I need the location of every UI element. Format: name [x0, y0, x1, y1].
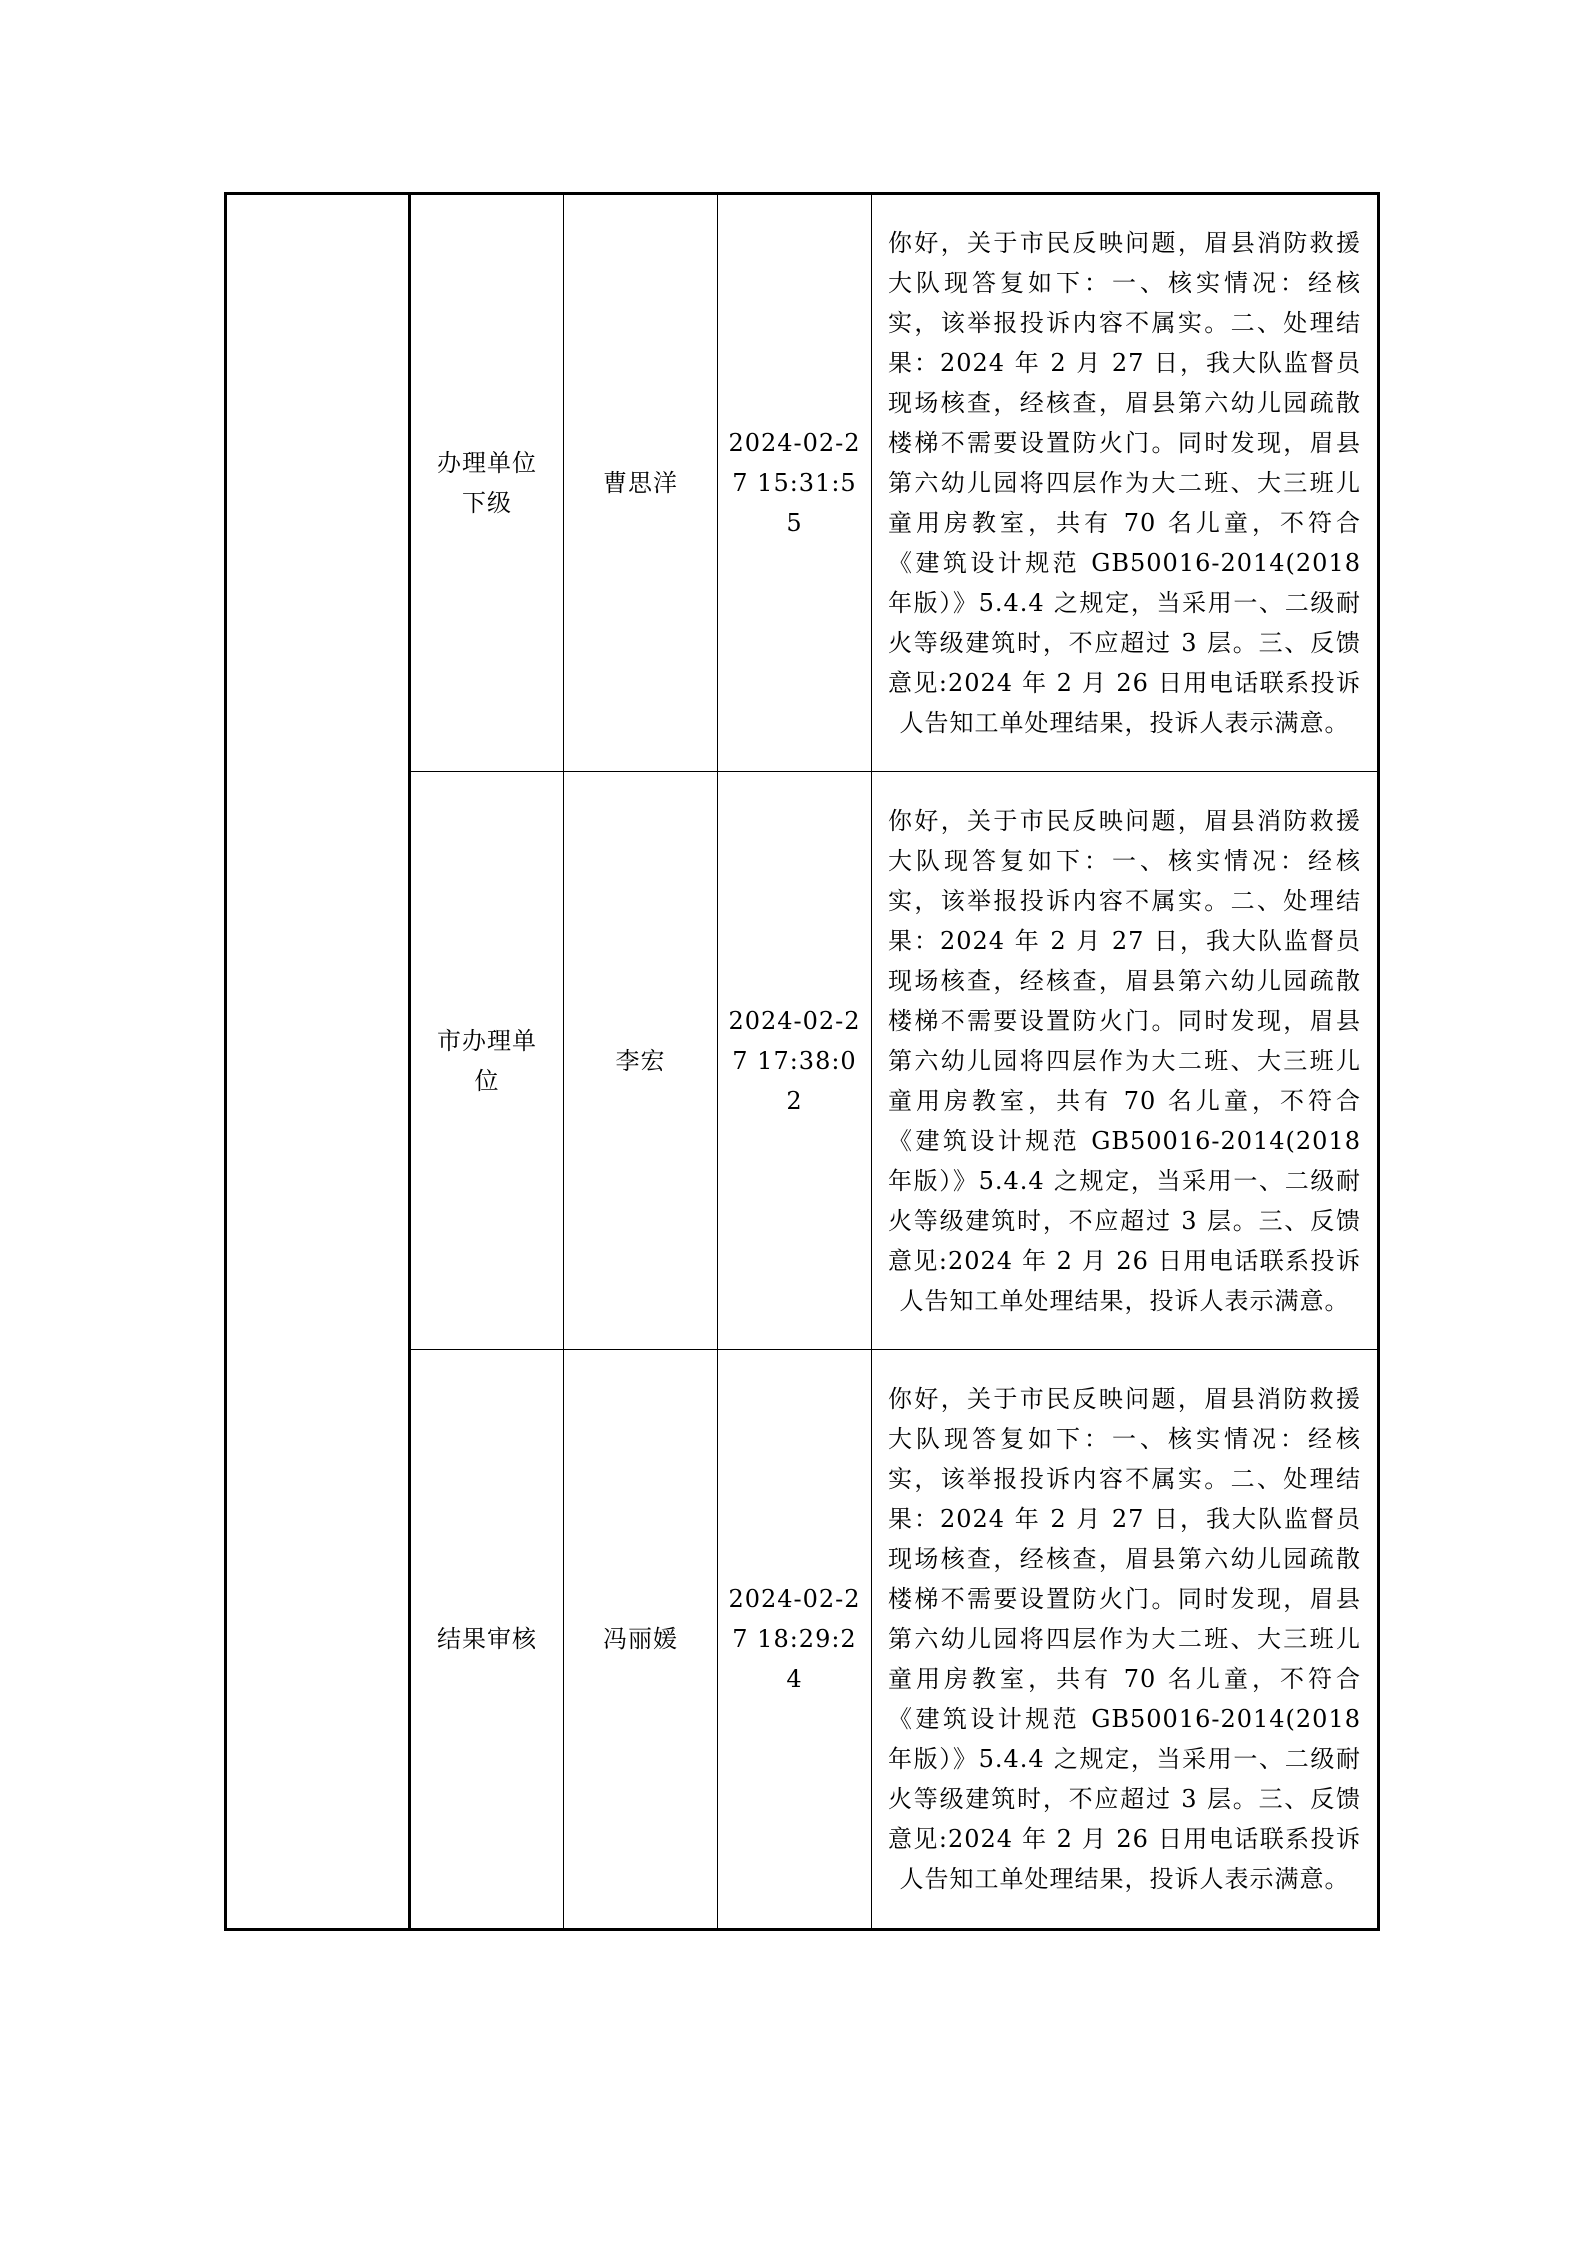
- time-cell: [718, 772, 872, 1350]
- step-cell: [410, 1350, 564, 1930]
- person-cell: [564, 772, 718, 1350]
- reply-content: 你好，关于市民反映问题，眉县消防救援大队现答复如下：一、核实情况：经核实，该举报投诉内容不属实。二、处理结果：2024 年 2 月 27 日，我大队监督员现场核查，经核查，眉县第六幼儿园疏散楼梯不需要设置防火门。同时发现，眉县第六幼儿园将四层作为大二班、大三班儿童用房教室，共有 70 名儿童，不符合《建筑设计规范 GB50016-2014(2018 年版）》5.4.4 之规定，当采用一、二级耐火等级建筑时，不应超过 3 层。三、反馈意见:2024 年 2 月 26 日用电话联系投诉人告知工单处理结果，投诉人表示满意。: [888, 229, 1361, 737]
- handler-name: 李宏: [615, 1046, 666, 1075]
- merged-stage-cell: [226, 194, 410, 1930]
- handled-time: 2024-02-27 17:38:02: [728, 1006, 861, 1115]
- handler-name: 冯丽媛: [603, 1625, 678, 1653]
- time-cell: [718, 194, 872, 772]
- step-label: 结果审核: [437, 1625, 537, 1653]
- handler-name: 曹思洋: [603, 469, 678, 497]
- handled-time: 2024-02-27 15:31:55: [728, 429, 861, 537]
- step-cell: [410, 194, 564, 772]
- reply-content: 你好，关于市民反映问题，眉县消防救援大队现答复如下：一、核实情况：经核实，该举报投诉内容不属实。二、处理结果：2024 年 2 月 27 日，我大队监督员现场核查，经核查，眉县第六幼儿园疏散楼梯不需要设置防火门。同时发现，眉县第六幼儿园将四层作为大二班、大三班儿童用房教室，共有 70 名儿童，不符合《建筑设计规范 GB50016-2014(2018 年版）》5.4.4 之规定，当采用一、二级耐火等级建筑时，不应超过 3 层。三、反馈意见:2024 年 2 月 26 日用电话联系投诉人告知工单处理结果，投诉人表示满意。: [888, 1385, 1361, 1893]
- step-cell: [410, 772, 564, 1350]
- person-cell: [564, 194, 718, 772]
- reply-content: 你好，关于市民反映问题，眉县消防救援大队现答复如下：一、核实情况：经核实，该举报投诉内容不属实。二、处理结果：2024 年 2 月 27 日，我大队监督员现场核查，经核查，眉县第六幼儿园疏散楼梯不需要设置防火门。同时发现，眉县第六幼儿园将四层作为大二班、大三班儿童用房教室，共有 70 名儿童，不符合《建筑设计规范 GB50016-2014(2018 年版）》5.4.4 之规定，当采用一、二级耐火等级建筑时，不应超过 3 层。三、反馈意见:2024 年 2 月 26 日用电话联系投诉人告知工单处理结果，投诉人表示满意。: [888, 806, 1361, 1315]
- processing-record-table: [224, 192, 1380, 1931]
- step-label: 办理单位下级: [437, 449, 537, 517]
- table-row: [226, 194, 1379, 772]
- person-cell: [564, 1350, 718, 1930]
- reply-cell: [872, 194, 1379, 772]
- time-cell: [718, 1350, 872, 1930]
- step-label: 市办理单位: [437, 1026, 537, 1095]
- reply-cell: [872, 772, 1379, 1350]
- reply-cell: [872, 1350, 1379, 1930]
- handled-time: 2024-02-27 18:29:24: [728, 1585, 861, 1693]
